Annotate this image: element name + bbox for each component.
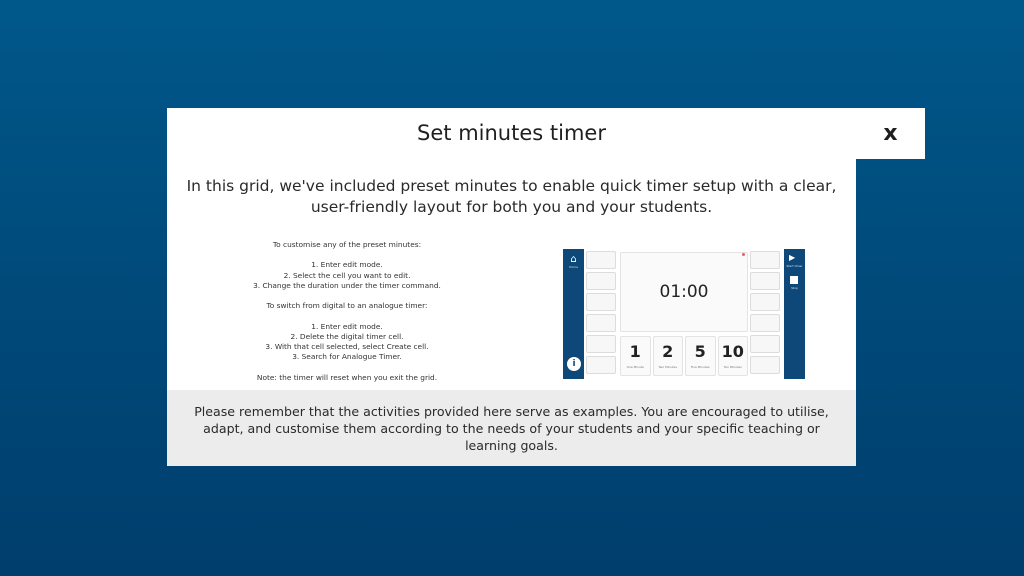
info-icon: i: [567, 357, 581, 371]
preview-left-sidebar: [563, 249, 584, 379]
dialog: [167, 108, 856, 466]
preview-cell: [586, 251, 616, 269]
preview-minute-cell: [620, 336, 651, 376]
preview-cell: [750, 251, 780, 269]
preview-cell: [750, 293, 780, 311]
preview-minute-cell: [718, 336, 749, 376]
preview-cell: [750, 272, 780, 290]
minute-value: 5: [694, 342, 706, 361]
instruction-line: 3. With that cell selected, select Create cell.: [265, 341, 429, 351]
dialog-footer: [167, 390, 856, 466]
preview-right-sidebar: [784, 249, 805, 379]
preview-cell: [586, 356, 616, 374]
close-button[interactable]: [856, 108, 925, 159]
preview-home-label: Home: [569, 265, 578, 269]
instruction-line: 2. Select the cell you want to edit.: [283, 270, 411, 280]
close-icon: x: [883, 121, 898, 146]
instruction-line: Note: the timer will reset when you exit the grid.: [256, 372, 438, 382]
instruction-line: [207, 291, 487, 301]
preview-cell: [586, 272, 616, 290]
dialog-title: Set minutes timer: [417, 121, 606, 145]
preview-stop-label: Stop: [791, 286, 798, 290]
minute-label: Five Minutes: [690, 365, 710, 369]
home-icon: ⌂: [570, 254, 577, 265]
instruction-line: 2. Delete the digital timer cell.: [290, 331, 404, 341]
preview-minute-cell: [653, 336, 684, 376]
preview-cell: [750, 356, 780, 374]
minute-value: 2: [662, 342, 674, 361]
minute-label: Two Minutes: [658, 365, 677, 369]
instructions-panel[interactable]: [207, 240, 487, 388]
instruction-line: [207, 250, 487, 260]
instruction-line: [207, 362, 487, 372]
preview-left-cells: [586, 251, 618, 377]
footer-disclaimer: Please remember that the activities provided here serve as examples. You are encouraged to utilise, adapt, and customise them according to the needs of your students and your specific teaching or learning goals.: [194, 403, 829, 453]
preview-cell: [750, 314, 780, 332]
preview-cell: [586, 335, 616, 353]
instruction-line: 1. Enter edit mode.: [311, 321, 383, 331]
preview-start-label: Start timer: [786, 264, 803, 268]
preview-right-cells: [750, 251, 782, 377]
instruction-line: 3. Change the duration under the timer command.: [253, 280, 441, 290]
minute-label: Ten Minutes: [723, 365, 742, 369]
play-icon: ▶: [789, 253, 796, 262]
instruction-line: [207, 311, 487, 321]
minute-label: One Minute: [626, 365, 644, 369]
preview-minute-cell: [685, 336, 716, 376]
stop-icon: [790, 276, 798, 284]
minute-value: 1: [629, 342, 641, 361]
instruction-line: 3. Search for Analogue Timer.: [292, 352, 402, 362]
preview-cell: [586, 293, 616, 311]
preview-cell: [750, 335, 780, 353]
intro-text: In this grid, we've included preset minutes to enable quick timer setup with a clear, user-friendly layout for both you and your students.: [186, 177, 837, 216]
dialog-header: [167, 108, 856, 158]
preview-minute-buttons: [620, 336, 748, 376]
instruction-line: To customise any of the preset minutes:: [272, 240, 422, 249]
instruction-line: To switch from digital to an analogue timer:: [266, 301, 428, 311]
preview-cell: [586, 314, 616, 332]
grid-preview-image: [563, 249, 805, 379]
instruction-line: 1. Enter edit mode.: [311, 260, 383, 270]
preview-indicator-dot: [742, 253, 745, 256]
preview-timer-display: 01:00: [620, 252, 748, 332]
minute-value: 10: [721, 342, 744, 361]
